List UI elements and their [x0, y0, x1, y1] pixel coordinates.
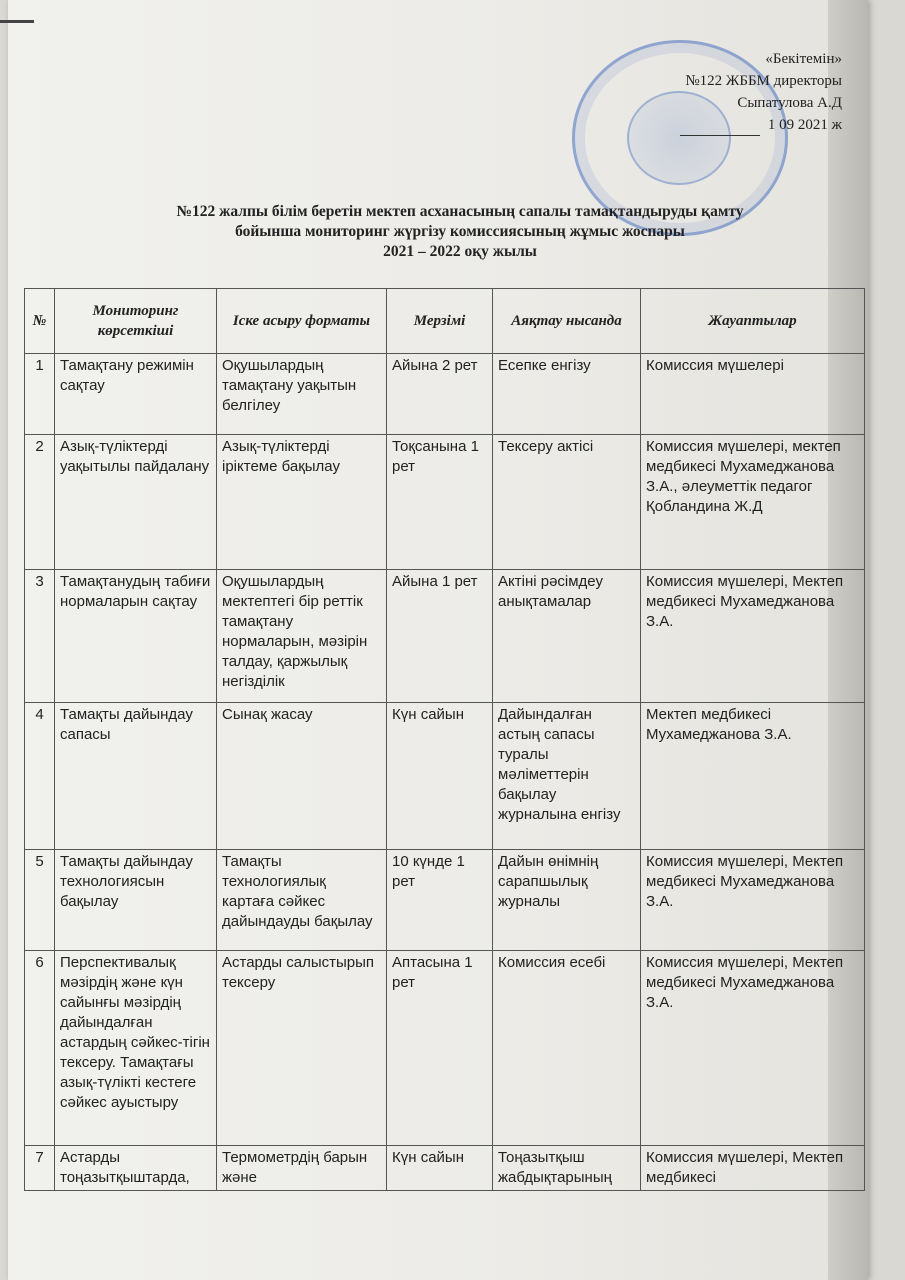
cell-term: Тоқсанына 1 рет — [387, 435, 493, 570]
cell-term: Айына 2 рет — [387, 354, 493, 435]
cell-responsible: Комиссия мүшелері, Мектеп медбикесі Мухамеджанова З.А. — [641, 570, 865, 703]
cell-indicator: Тамақты дайындау сапасы — [55, 703, 217, 850]
cell-format: Оқушылардың мектептегі бір реттік тамақтану нормаларын, мәзірін талдау, қаржылық негізділік — [217, 570, 387, 703]
table-header-row — [25, 289, 865, 354]
cell-indicator: Тамақтану режимін сақтау — [55, 354, 217, 435]
approval-block — [612, 48, 842, 136]
cell-term: Күн сайын — [387, 1146, 493, 1191]
header-indicator: Мониторинг көрсеткіші — [55, 289, 217, 354]
cell-indicator: Перспективалық мәзірдің және күн сайынғы мәзірдің дайындалған астардың сәйкес-тігін тексеру. Тамақтағы азық-түлікті кестеге сәйкес ауыстыру — [55, 951, 217, 1146]
table-row — [25, 570, 865, 703]
header-term: Мерзімі — [387, 289, 493, 354]
title-line-1: №122 жалпы білім беретін мектеп асханасының сапалы тамақтандыруды қамту — [176, 203, 744, 220]
date-month: 09 — [779, 117, 795, 133]
cell-format: Астарды салыстырып тексеру — [217, 951, 387, 1146]
corner-mark — [0, 20, 34, 23]
cell-number: 3 — [25, 570, 55, 703]
cell-term: Күн сайын — [387, 703, 493, 850]
document-title — [110, 202, 810, 262]
cell-format: Термометрдің барын және — [217, 1146, 387, 1191]
title-line-2: бойынша мониторинг жүргізу комиссиясының жұмыс жоспары — [235, 223, 685, 240]
date-year: 2021 ж — [797, 117, 842, 133]
date-day: 1 — [767, 117, 776, 133]
cell-number: 6 — [25, 951, 55, 1146]
approval-position: №122 ЖББМ директоры — [685, 73, 842, 89]
cell-responsible: Комиссия мүшелері, Мектеп медбикесі — [641, 1146, 865, 1191]
cell-term: Аптасына 1 рет — [387, 951, 493, 1146]
cell-indicator: Астарды тоңазытқыштарда, — [55, 1146, 217, 1191]
cell-responsible: Комиссия мүшелері — [641, 354, 865, 435]
table-row — [25, 1146, 865, 1191]
cell-number: 2 — [25, 435, 55, 570]
cell-number: 5 — [25, 850, 55, 951]
cell-indicator: Тамақтанудың табиғи нормаларын сақтау — [55, 570, 217, 703]
cell-completion: Есепке енгізу — [493, 354, 641, 435]
title-line-3: 2021 – 2022 оқу жылы — [383, 243, 537, 260]
cell-responsible: Мектеп медбикесі Мухамеджанова З.А. — [641, 703, 865, 850]
cell-number: 7 — [25, 1146, 55, 1191]
cell-responsible: Комиссия мүшелері, Мектеп медбикесі Мухамеджанова З.А. — [641, 951, 865, 1146]
cell-completion: Дайын өнімнің сарапшылық журналы — [493, 850, 641, 951]
approval-name: Сыпатулова А.Д — [737, 95, 842, 111]
cell-completion: Тексеру актісі — [493, 435, 641, 570]
cell-format: Сынақ жасау — [217, 703, 387, 850]
table-row — [25, 703, 865, 850]
cell-completion: Дайындалған астың сапасы туралы мәліметтерін бақылау журналына енгізу — [493, 703, 641, 850]
cell-completion: Комиссия есебі — [493, 951, 641, 1146]
cell-term: Айына 1 рет — [387, 570, 493, 703]
table-row — [25, 951, 865, 1146]
cell-format: Оқушылардың тамақтану уақытын белгілеу — [217, 354, 387, 435]
cell-responsible: Комиссия мүшелері, мектеп медбикесі Мухамеджанова З.А., әлеуметтік педагог Қобландина Ж.Д — [641, 435, 865, 570]
approval-date — [612, 114, 842, 136]
cell-responsible: Комиссия мүшелері, Мектеп медбикесі Мухамеджанова З.А. — [641, 850, 865, 951]
signature-line — [680, 135, 760, 136]
header-number: № — [25, 289, 55, 354]
cell-format: Тамақты технологиялық картаға сәйкес дайындауды бақылау — [217, 850, 387, 951]
header-completion: Аяқтау нысанда — [493, 289, 641, 354]
cell-completion: Тоңазытқыш жабдықтарының — [493, 1146, 641, 1191]
cell-number: 4 — [25, 703, 55, 850]
cell-completion: Актіні рәсімдеу анықтамалар — [493, 570, 641, 703]
table-row — [25, 850, 865, 951]
header-format: Іске асыру форматы — [217, 289, 387, 354]
approval-heading: «Бекітемін» — [765, 51, 842, 67]
header-responsible: Жауаптылар — [641, 289, 865, 354]
cell-indicator: Тамақты дайындау технологиясын бақылау — [55, 850, 217, 951]
table-row — [25, 435, 865, 570]
cell-indicator: Азық-түліктерді уақытылы пайдалану — [55, 435, 217, 570]
cell-number: 1 — [25, 354, 55, 435]
table-row — [25, 354, 865, 435]
cell-term: 10 күнде 1 рет — [387, 850, 493, 951]
monitoring-plan-table — [24, 288, 865, 1191]
cell-format: Азық-түліктерді іріктеме бақылау — [217, 435, 387, 570]
